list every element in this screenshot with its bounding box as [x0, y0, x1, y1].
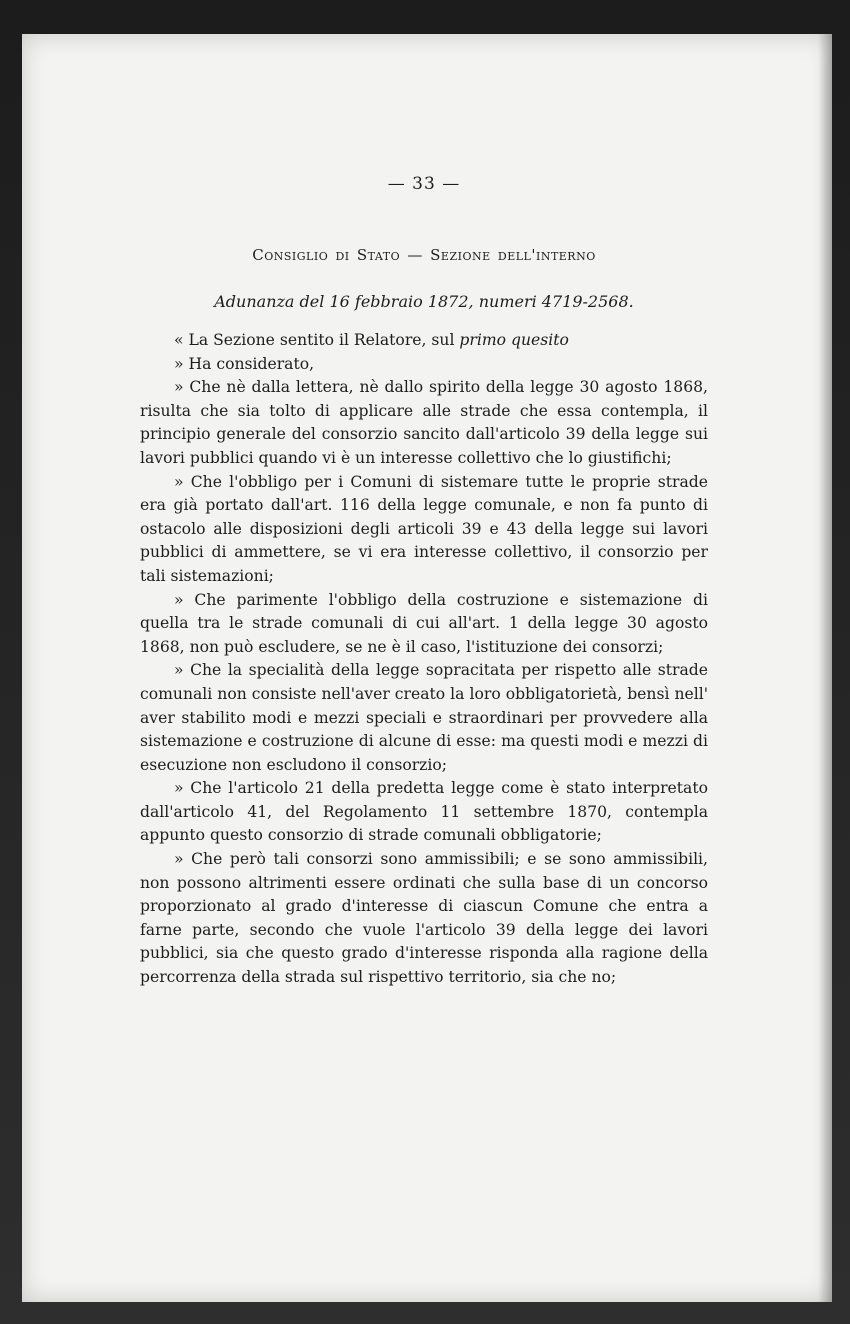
- paragraph-costruzione: » Che parimente l'obbligo della costruzione e sistemazione di quella tra le strade comunali di cui all'art. 1 della legge 30 agosto 1868, non può escludere, se ne è il caso, l'istituzione dei consorzi;: [140, 590, 708, 656]
- paragraph-obbligo-comuni: » Che l'obbligo per i Comuni di sistemare tutte le proprie strade era già portato dall'art. 116 della legge comunale, e non fa punto di ostacolo alle disposizioni degli articoli 39 e 43 della legge sui lavori pubblici di ammettere, se vi era interesse collettivo, il consorzio per tali sistemazioni;: [140, 472, 708, 585]
- intro-prefix: « La Sezione sentito il Relatore, sul: [174, 331, 460, 349]
- paragraph-articolo-21: » Che l'articolo 21 della predetta legge come è stato interpretato dall'articolo 41, del Regolamento 11 settembre 1870, contempla appunto questo consorzio di strade comunali obbligatorie;: [140, 779, 708, 845]
- page-number: — 33 —: [387, 174, 461, 194]
- intro-paragraph: [140, 329, 708, 353]
- running-head: Consiglio di Stato — Sezione dell'interno: [252, 246, 596, 264]
- page-content: [140, 174, 708, 990]
- paragraph-consorzi-ammissibili: » Che però tali consorzi sono ammissibili; e se sono ammissibili, non possono altrimenti essere ordinati che sulla base di un concorso proporzionato al grado d'interesse di ciascun Comune che entra a farne parte, secondo che vuole l'articolo 39 della legge dei lavori pubblici, sia che questo grado d'interesse risponda alla ragione della percorrenza della strada sul rispettivo territorio, sia che no;: [140, 850, 708, 987]
- book-page: [22, 34, 832, 1302]
- intro-emphasis: primo quesito: [459, 331, 569, 349]
- paragraph-legge-1868: » Che nè dalla lettera, nè dallo spirito della legge 30 agosto 1868, risulta che sia tolto di applicare alle strade che essa contempla, il principio generale del consorzio sancito dall'articolo 39 della legge sui lavori pubblici quando vi è un interesse collettivo che lo giustifichi;: [140, 378, 708, 467]
- session-title: Adunanza del 16 febbraio 1872, numeri 4719-2568.: [214, 292, 634, 311]
- paragraph-considered: » Ha considerato,: [174, 354, 315, 373]
- page-edge-shadow: [818, 34, 832, 1302]
- paragraph-specialita: » Che la specialità della legge sopracitata per rispetto alle strade comunali non consiste nell'aver creato la loro obbligatorietà, bensì nell' aver stabilito modi e mezzi speciali e straordinari per provvedere alla sistemazione e costruzione di alcune di esse: ma questi modi e mezzi di esecuzione non escludono il consorzio;: [140, 661, 708, 774]
